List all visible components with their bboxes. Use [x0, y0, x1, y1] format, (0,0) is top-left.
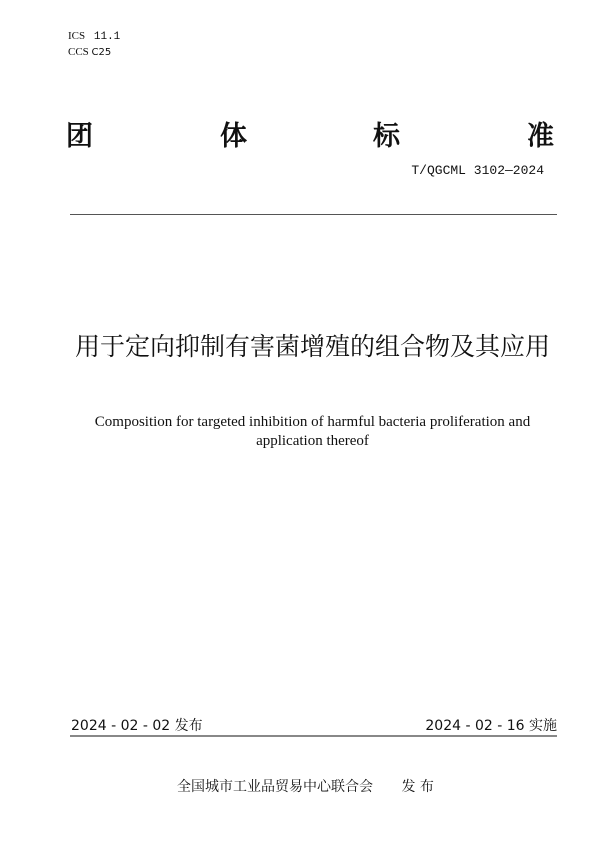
standard-type-char-1: 团: [66, 121, 93, 152]
ics-code: [68, 30, 120, 43]
standard-type-char-4: 准: [527, 121, 554, 152]
ics-value: 11.1: [93, 31, 121, 43]
ics-label: ICS: [68, 30, 86, 42]
publisher-name: 全国城市工业品贸易中心联合会: [177, 779, 373, 795]
bottom-divider: [70, 735, 557, 737]
standard-type-char-2: 体: [220, 121, 247, 152]
publisher-suffix: 发 布: [401, 779, 434, 795]
publish-date: 2024 - 02 - 02 发布: [71, 718, 203, 734]
effective-date: 2024 - 02 - 16 实施: [425, 718, 557, 734]
ccs-code: [68, 46, 111, 58]
top-divider: [70, 214, 557, 215]
ccs-label: CCS: [68, 46, 89, 58]
standard-number: T/QGCML 3102—2024: [411, 163, 544, 178]
standard-type-char-3: 标: [373, 121, 400, 152]
title-english: Composition for targeted inhibition of harmful bacteria proliferation and application thereof: [94, 414, 531, 449]
ccs-value: C25: [91, 47, 112, 58]
title-chinese: 用于定向抑制有害菌增殖的组合物及其应用: [74, 332, 550, 361]
publisher: [177, 776, 434, 796]
